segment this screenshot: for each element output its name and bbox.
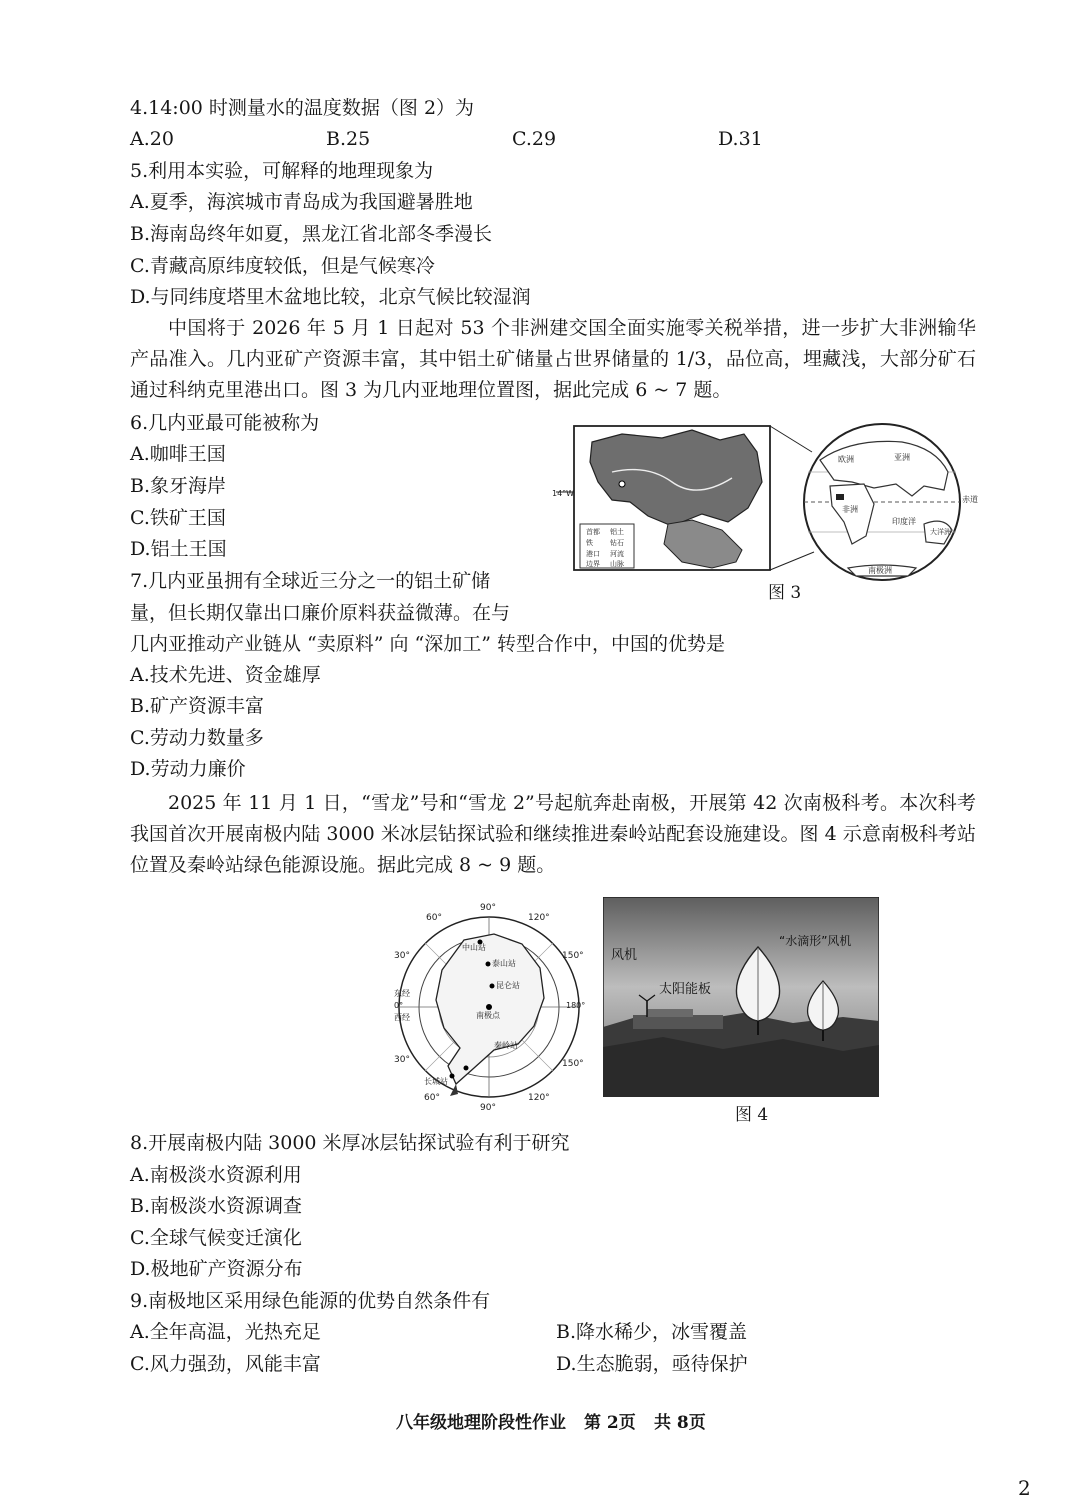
deg-60-bottom: 60° <box>424 1093 440 1103</box>
q4-option-c: C.29 <box>512 128 557 150</box>
globe-map <box>804 424 978 580</box>
deg-30-left-low: 30° <box>394 1055 410 1065</box>
q5-option-a: A.夏季，海滨城市青岛成为我国避暑胜地 <box>130 191 473 213</box>
q5-stem: 5.利用本实验，可解释的地理现象为 <box>130 160 434 182</box>
q8-option-d: D.极地矿产资源分布 <box>130 1258 303 1280</box>
label-great-wall-station: 长城站 <box>424 1077 448 1086</box>
longitude-label: 14°W <box>552 489 575 498</box>
deg-0: 0° <box>394 1001 404 1010</box>
q7-option-b: B.矿产资源丰富 <box>130 695 265 717</box>
legend-bauxite: 铝土 <box>610 528 624 536</box>
footer-total-pages: 共 8页 <box>654 1413 706 1433</box>
q5-option-d: D.与同纬度塔里木盆地比较，北京气候比较湿润 <box>130 286 531 308</box>
figure-4-antarctic-map <box>394 900 594 1110</box>
deg-120-top: 120° <box>528 913 550 923</box>
footer-title: 八年级地理阶段性作业 <box>396 1413 566 1433</box>
q8-stem: 8.开展南极内陆 3000 米厚冰层钻探试验有利于研究 <box>130 1132 570 1154</box>
deg-180: 180° <box>566 1001 586 1010</box>
q9-stem: 9.南极地区采用绿色能源的优势自然条件有 <box>130 1290 491 1312</box>
deg-90-top: 90° <box>480 903 496 913</box>
label-zhongshan-station: 中山站 <box>462 943 486 952</box>
q6-stem: 6.几内亚最可能被称为 <box>130 412 320 434</box>
q9-option-a: A.全年高温，光热充足 <box>130 1321 321 1343</box>
label-south-pole: 南极点 <box>476 1011 500 1020</box>
q6-option-d: D.铝土王国 <box>130 538 227 560</box>
deg-120-bottom: 120° <box>528 1093 550 1103</box>
q7-option-c: C.劳动力数量多 <box>130 727 264 749</box>
deg-60-top: 60° <box>426 913 442 923</box>
q4-option-a: A.20 <box>130 128 174 150</box>
label-taishan-station: 泰山站 <box>492 959 516 968</box>
label-qinling-station: 秦岭站 <box>494 1041 518 1050</box>
deg-90-bottom: 90° <box>480 1103 496 1110</box>
label-asia: 亚洲 <box>894 453 910 462</box>
q7-option-a: A.技术先进、资金雄厚 <box>130 664 321 686</box>
passage-guinea: 中国将于 2026 年 5 月 1 日起对 53 个非洲建交国全面实施零关税举措，进一步扩大非洲输华产品准入。几内亚矿产资源丰富，其中铝土矿储量占世界储量的 1/3，品位高，埋藏浅，大部分矿石通过科纳克里港出口。图 3 为几内亚地理位置图，据此完成 6 ~ 7 题。 <box>130 317 976 401</box>
q4-option-d: D.31 <box>718 128 763 150</box>
label-oceania: 大洋洲 <box>930 528 951 536</box>
q7-stem-line-1: 7.几内亚虽拥有全球近三分之一的铝土矿储 <box>130 570 491 592</box>
guinea-location-map <box>552 426 770 570</box>
q6-option-b: B.象牙海岸 <box>130 475 227 497</box>
label-west-longitude: 西经 <box>394 1013 410 1022</box>
deg-150-right: 150° <box>562 951 584 961</box>
q5-option-b: B.海南岛终年如夏，黑龙江省北部冬季漫长 <box>130 223 493 245</box>
q7-option-d: D.劳动力廉价 <box>130 758 246 780</box>
q5-option-c: C.青藏高原纬度较低，但是气候寒冷 <box>130 255 435 277</box>
q8-option-a: A.南极淡水资源利用 <box>130 1164 302 1186</box>
figure-4-photo <box>603 897 879 1097</box>
legend-port: 港口 <box>586 550 600 558</box>
legend-diamond: 钻石 <box>610 539 624 547</box>
q4-stem: 4.14:00 时测量水的温度数据（图 2）为 <box>130 97 475 119</box>
passage-antarctica: 2025 年 11 月 1 日，“雪龙”号和“雪龙 2”号起航奔赴南极，开展第 42 次南极科考。本次科考我国首次开展南极内陆 3000 米冰层钻探试验和继续推进秦岭站配套设施建设。图 4 示意南极科考站位置及秦岭站绿色能源设施。据此完成 8 ~ 9 题。 <box>130 792 976 876</box>
legend-capital: 首都 <box>586 528 600 536</box>
footer-page-number: 第 2页 <box>584 1413 636 1433</box>
label-europe: 欧洲 <box>838 455 854 464</box>
q7-stem-line-3: 几内亚推动产业链从 “卖原料” 向 “深加工” 转型合作中，中国的优势是 <box>130 633 726 655</box>
legend-mountain: 山脉 <box>610 560 624 568</box>
q4-option-b: B.25 <box>326 128 371 150</box>
label-east-longitude: 东经 <box>394 989 410 998</box>
q7-stem-line-2: 量，但长期仅靠出口廉价原料获益微薄。在与 <box>130 602 511 624</box>
label-africa: 非洲 <box>842 505 858 514</box>
deg-150-right-low: 150° <box>562 1059 584 1069</box>
figure-4-caption: 图 4 <box>735 1105 769 1125</box>
label-equator: 赤道 <box>962 495 978 504</box>
label-solar-panel: 太阳能板 <box>659 982 712 997</box>
q8-option-c: C.全球气候变迁演化 <box>130 1227 302 1249</box>
label-indian-ocean: 印度洋 <box>892 517 916 526</box>
q9-option-b: B.降水稀少，冰雪覆盖 <box>556 1321 748 1343</box>
deg-30-left: 30° <box>394 951 410 961</box>
q6-option-c: C.铁矿王国 <box>130 507 226 529</box>
figure-3 <box>552 412 994 582</box>
legend-iron: 铁 <box>586 539 593 547</box>
label-kunlun-station: 昆仑站 <box>496 981 520 990</box>
q8-option-b: B.南极淡水资源调查 <box>130 1195 303 1217</box>
corner-page-mark: 2 <box>1018 1476 1031 1500</box>
label-drop-shaped-turbine: “水滴形”风机 <box>779 934 852 948</box>
label-wind-turbine: 风机 <box>611 948 638 963</box>
legend-river: 河流 <box>610 550 624 558</box>
figure-3-caption: 图 3 <box>768 583 802 603</box>
label-antarctica: 南极洲 <box>868 566 892 575</box>
q9-option-c: C.风力强劲，风能丰富 <box>130 1353 321 1375</box>
q9-option-d: D.生态脆弱，亟待保护 <box>556 1353 748 1375</box>
q6-option-a: A.咖啡王国 <box>130 443 226 465</box>
legend-border: 边界 <box>586 560 600 568</box>
